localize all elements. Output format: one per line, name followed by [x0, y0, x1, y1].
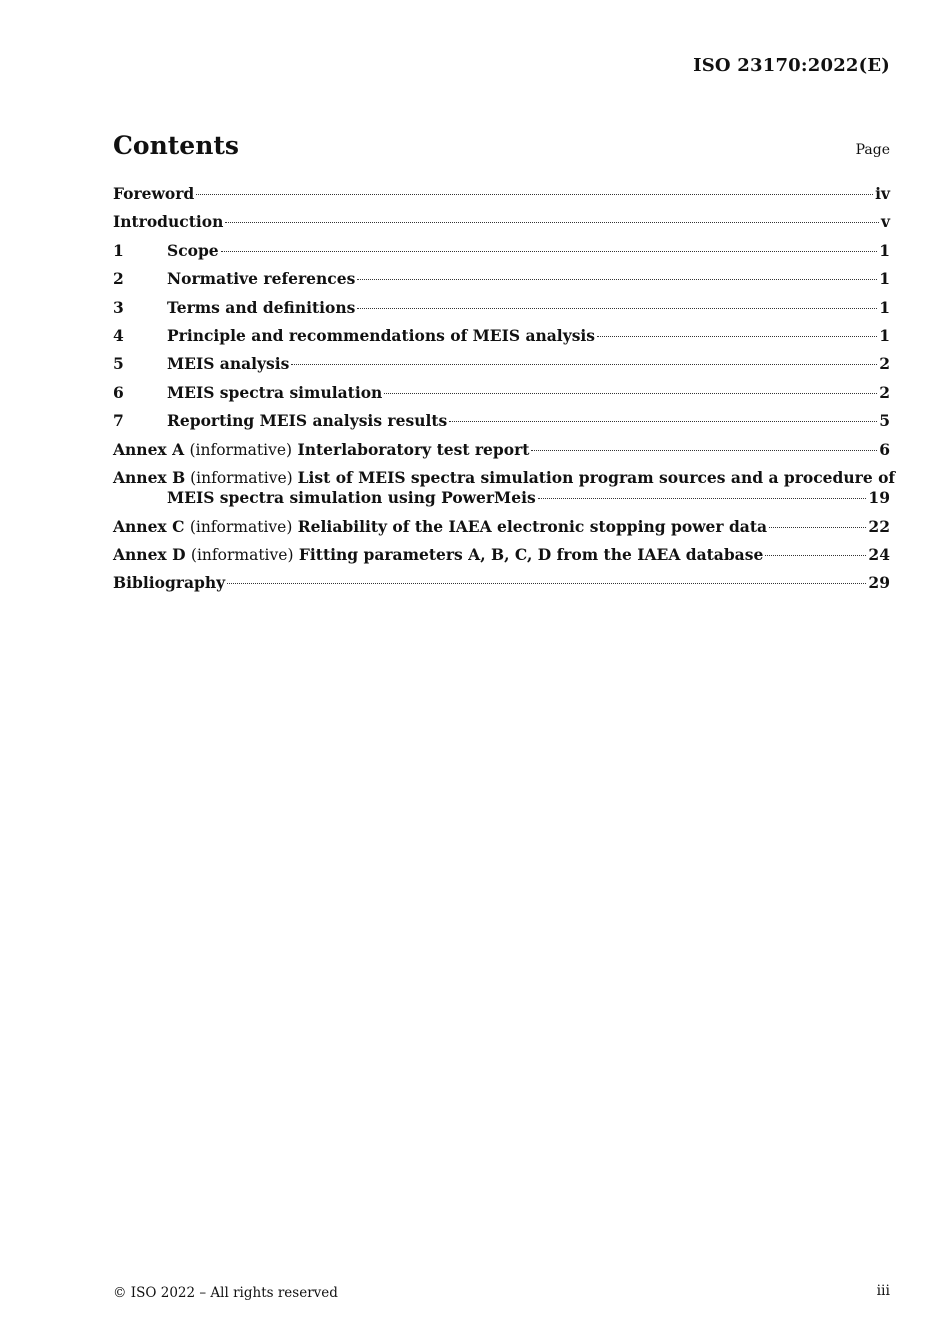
toc-entry-title: Scope [167, 240, 219, 260]
annex-type: (informative) [190, 545, 294, 564]
toc-entry-page: 2 [879, 354, 890, 374]
toc-entry-title: Reliability of the IAEA electronic stopping power data [297, 516, 768, 536]
toc-entry-clause-5[interactable] [113, 354, 890, 382]
annex-label: Annex C [113, 516, 185, 536]
annex-heading [113, 545, 763, 565]
toc-entry-annex-d[interactable] [113, 545, 890, 573]
toc-entry-page: 1 [879, 240, 890, 260]
copyright-notice: © ISO 2022 – All rights reserved [113, 1285, 338, 1301]
dot-leader [357, 279, 877, 280]
toc-entry-page: 1 [879, 325, 890, 345]
toc-entry-page: 19 [868, 487, 890, 507]
toc-entry-title: MEIS spectra simulation [167, 382, 383, 402]
toc-entry-title: Normative references [167, 269, 356, 289]
annex-type: (informative) [189, 517, 293, 536]
toc-entry-clause-6[interactable] [113, 383, 890, 411]
toc-entry-page: 29 [868, 573, 890, 593]
toc-entry-title: Fitting parameters A, B, C, D from the IAEA database [298, 544, 764, 564]
annex-label: Annex D [113, 544, 186, 564]
toc-entry-page: 6 [879, 439, 890, 459]
annex-type: (informative) [190, 468, 293, 487]
toc-entry-annex-c[interactable] [113, 517, 890, 545]
toc-entry-title: Bibliography [113, 573, 226, 593]
toc-entry-annex-a[interactable] [113, 440, 890, 468]
toc-entry-title-line1: List of MEIS spectra simulation program sources and a procedure of [297, 467, 896, 487]
toc-entry-foreword[interactable] [113, 184, 890, 212]
annex-heading [113, 467, 896, 488]
dot-leader [227, 583, 866, 584]
dot-leader [225, 222, 879, 223]
toc-entry-clause-4[interactable] [113, 326, 890, 354]
clause-number: 6 [113, 382, 124, 402]
toc-entry-introduction[interactable] [113, 212, 890, 240]
clause-number: 3 [113, 297, 124, 317]
toc-entry-page: 24 [868, 544, 890, 564]
dot-leader [597, 336, 877, 337]
dot-leader [449, 421, 877, 422]
toc-entry-clause-7[interactable] [113, 411, 890, 439]
toc-entry-page: 1 [879, 269, 890, 289]
toc-entry-title: Introduction [113, 212, 224, 232]
toc-entry-title: Interlaboratory test report [297, 439, 530, 459]
clause-number: 5 [113, 354, 124, 374]
clause-number: 7 [113, 411, 124, 431]
toc-entry-title: MEIS analysis [167, 354, 290, 374]
dot-leader [384, 393, 877, 394]
page-column-label: Page [855, 142, 890, 158]
toc-entry-page: 22 [868, 516, 890, 536]
annex-heading [113, 440, 529, 460]
toc-entry-page: 2 [879, 382, 890, 402]
toc-entry-annex-b[interactable] [113, 467, 896, 515]
clause-number: 1 [113, 240, 124, 260]
toc-entry-bibliography[interactable] [113, 573, 890, 601]
dot-leader [291, 364, 877, 365]
annex-label: Annex A [113, 439, 185, 459]
clause-number: 4 [113, 325, 124, 345]
toc-entry-title: Foreword [113, 184, 195, 203]
dot-leader [196, 194, 873, 195]
table-of-contents [113, 184, 896, 602]
document-id: ISO 23170:2022(E) [693, 55, 890, 76]
dot-leader [538, 498, 867, 499]
contents-title: Contents [113, 131, 240, 160]
toc-entry-title-line2: MEIS spectra simulation using PowerMeis [167, 487, 536, 507]
toc-entry-clause-2[interactable] [113, 269, 890, 297]
clause-number: 2 [113, 269, 124, 289]
dot-leader [769, 527, 866, 528]
page-number: iii [876, 1283, 890, 1299]
annex-heading [113, 517, 767, 537]
dot-leader [357, 308, 877, 309]
dot-leader [221, 251, 878, 252]
toc-entry-title: Reporting MEIS analysis results [167, 411, 448, 431]
annex-type: (informative) [189, 440, 293, 459]
dot-leader [531, 450, 877, 451]
toc-entry-page: 1 [879, 297, 890, 317]
dot-leader [765, 555, 866, 556]
toc-entry-clause-3[interactable] [113, 298, 890, 326]
annex-label: Annex B [113, 467, 186, 487]
toc-entry-clause-1[interactable] [113, 241, 890, 269]
toc-entry-title: Principle and recommendations of MEIS analysis [167, 325, 596, 345]
toc-entry-page: 5 [879, 411, 890, 431]
toc-entry-title: Terms and definitions [167, 297, 356, 317]
toc-entry-page: iv [875, 184, 890, 203]
toc-entry-page: v [880, 212, 890, 232]
